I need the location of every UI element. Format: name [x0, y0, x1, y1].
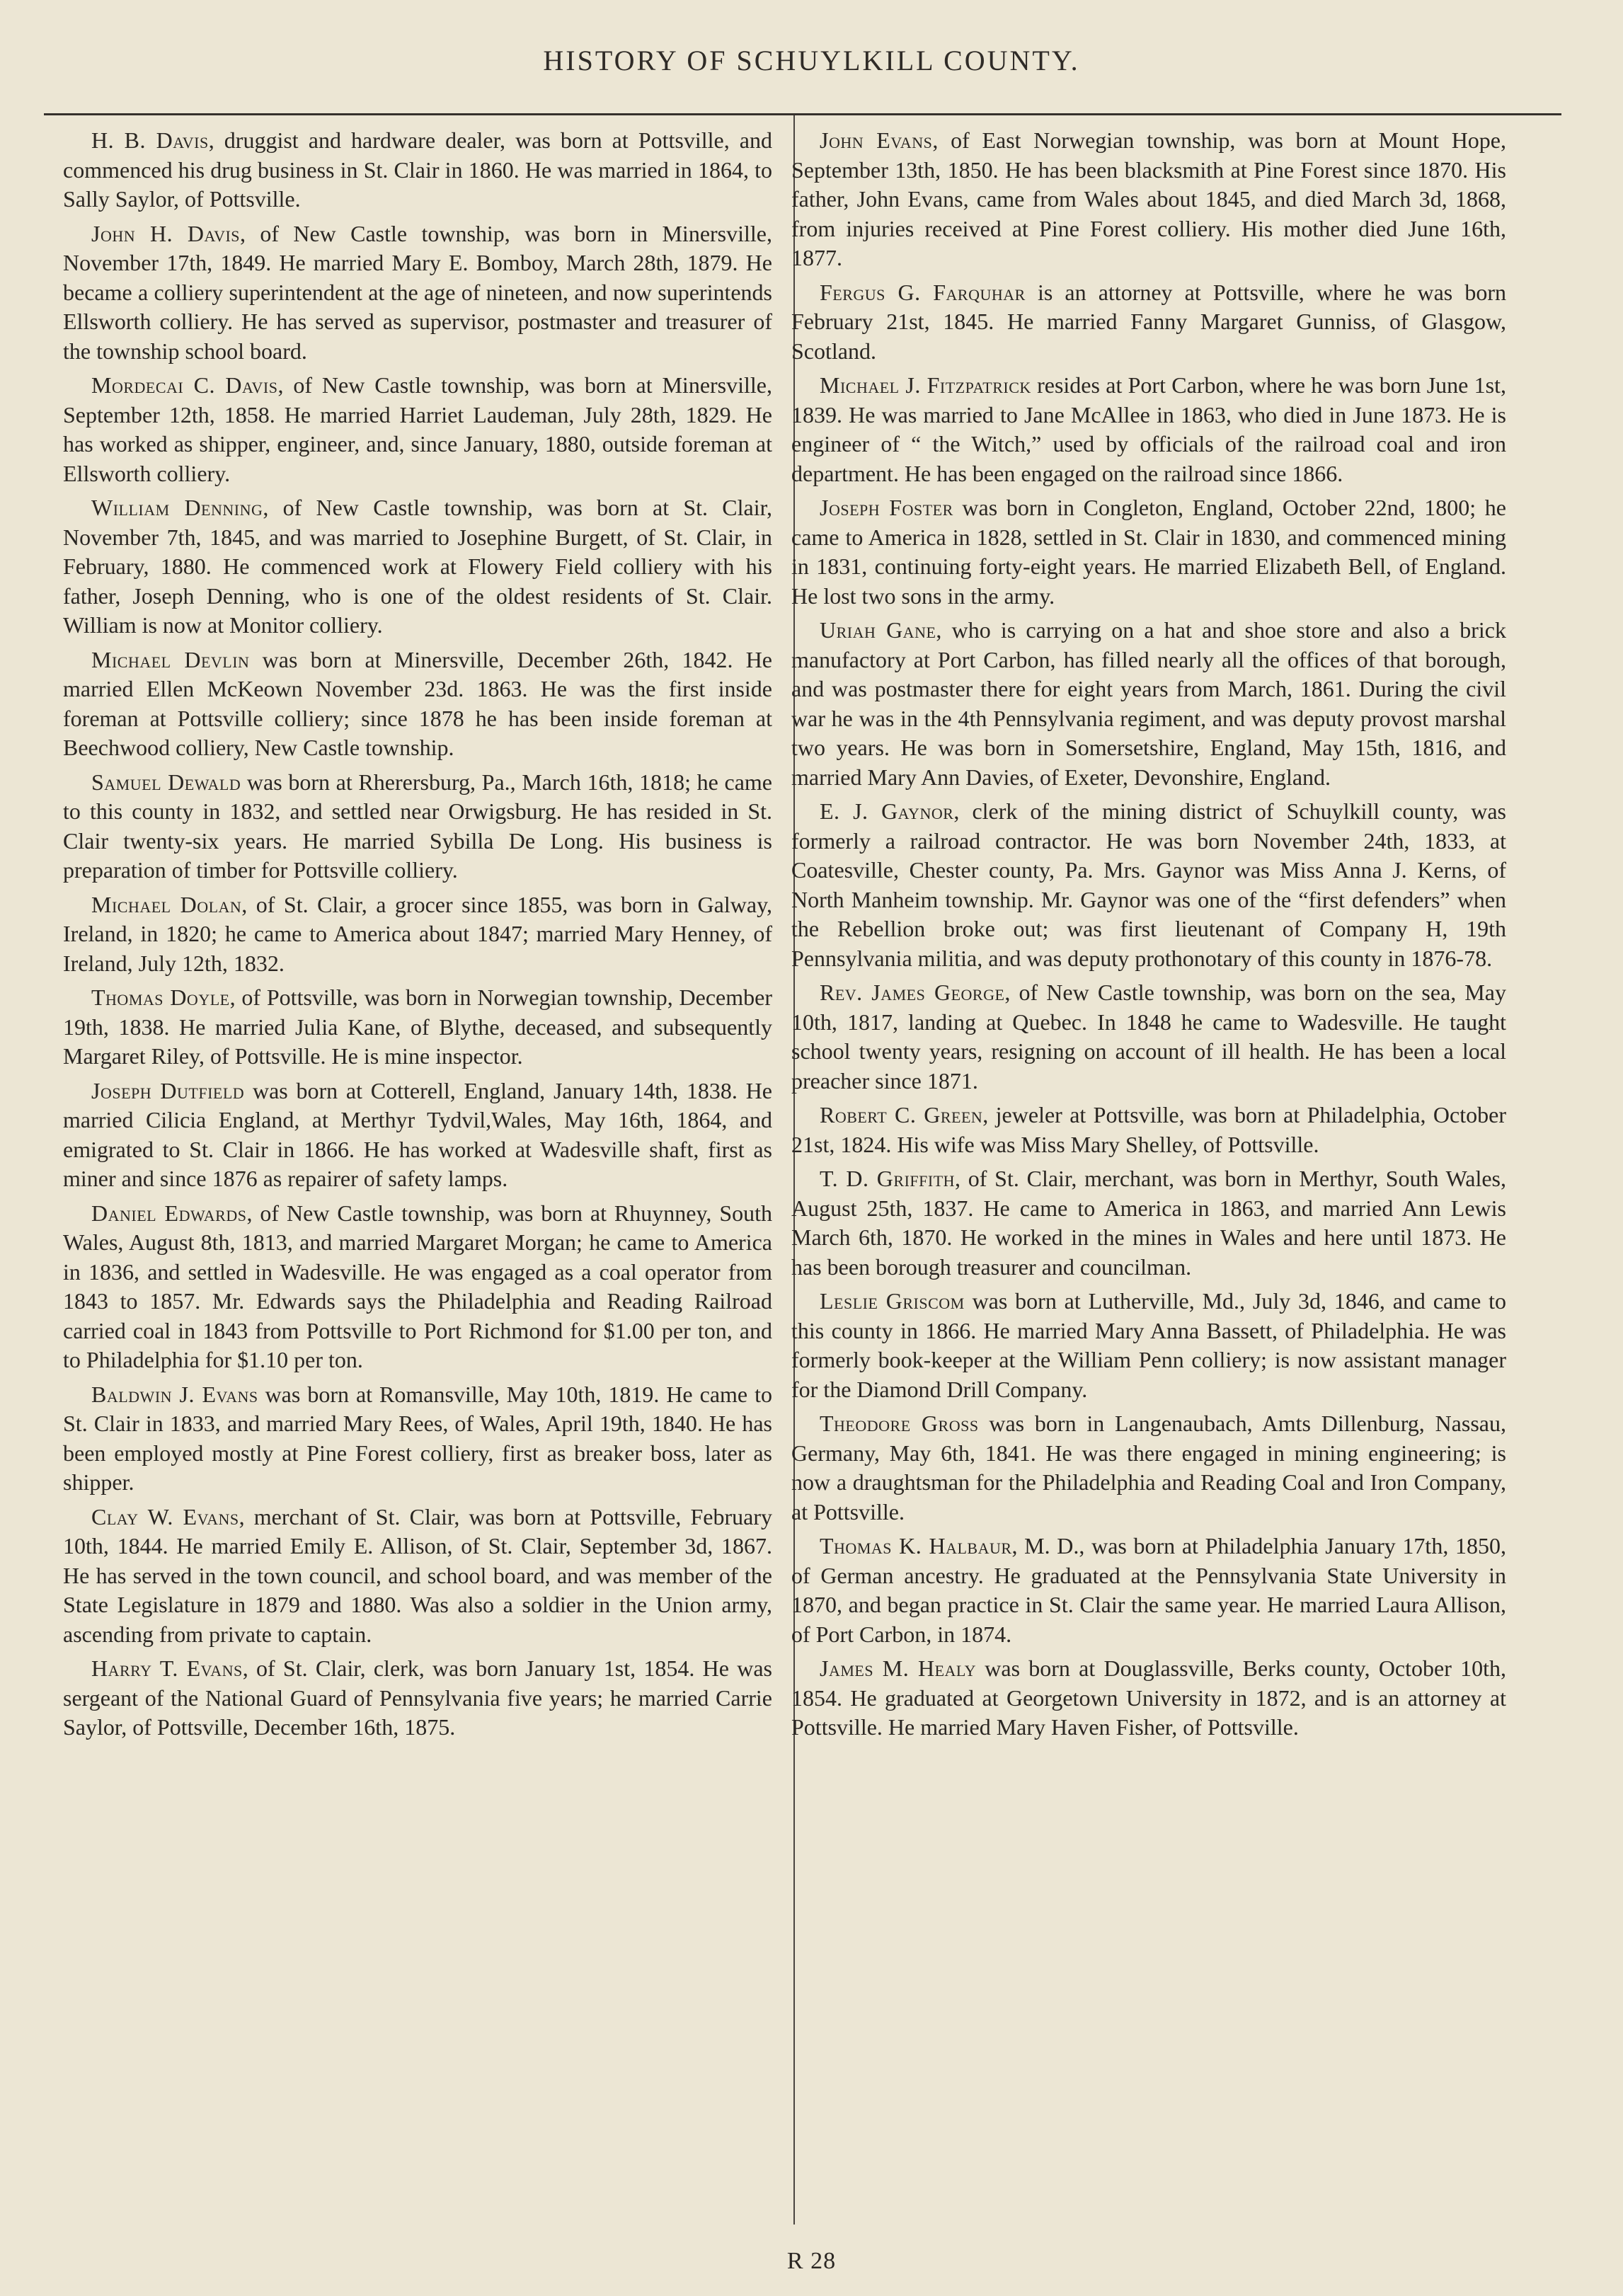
entry-name: Joseph Dutfield — [91, 1077, 245, 1103]
entry-text: , of New Castle township, was born in Minersville, November 17th, 1849. He married Mary E. Bomboy, March 28th, 1879. He became a colliery superintendent at the age of nineteen, and now superintends Ellsworth colliery. He has served as supervisor, postmaster and treasurer of the township school board. — [63, 220, 773, 364]
entry-text: was born at Lutherville, Md., July 3d, 1846, and came to this county in 1866. He married Mary Anna Bassett, of Philadelphia. He was formerly book-keeper at the William Penn colliery; is now assistant manager for the Diamond Drill Company. — [791, 1288, 1506, 1402]
entry-name: Mordecai C. Davis — [91, 372, 278, 398]
left-column — [63, 126, 772, 1747]
biography-entry — [63, 1380, 772, 1498]
entry-name: H. B. Davis — [91, 127, 209, 153]
entry-text: was born in Congleton, England, October 22nd, 1800; he came to America in 1828, settled in St. Clair in 1830, and commenced mining in 1831, continuing forty-eight years. He married Elizabeth Bell, of England. He lost two sons in the army. — [791, 495, 1507, 609]
entry-name: Thomas K. Halbaur — [820, 1533, 1012, 1559]
biography-entry — [791, 1532, 1506, 1649]
biography-entry — [791, 797, 1506, 973]
biography-entry — [63, 219, 772, 367]
biography-entry — [63, 983, 772, 1072]
biography-entry — [63, 645, 772, 763]
entry-name: Harry T. Evans — [91, 1655, 243, 1681]
entry-text: is an attorney at Pottsville, where he was born February 21st, 1845. He married Fanny Margaret Gunniss, of Glasgow, Scotland. — [791, 279, 1507, 364]
entry-text: , who is carrying on a hat and shoe store and also a brick manufactory at Port Carbon, has filled nearly all the offices of that borough, and was postmaster there for eight years from March, 1861. During the civil war he was in the 4th Pennsylvania regiment, and was deputy provost marshal two years. He was born in Somersetshire, England, May 15th, 1816, and married Mary Ann Davies, of Exeter, Devonshire, England. — [791, 617, 1506, 790]
biography-entry — [791, 1654, 1506, 1743]
entry-name: James M. Healy — [820, 1655, 977, 1681]
entry-name: Uriah Gane — [820, 617, 936, 643]
entry-text: , of East Norwegian township, was born at Mount Hope, September 13th, 1850. He has been blacksmith at Pine Forest since 1870. His father, John Evans, came from Wales about 1845, and died March 3d, 1868, from injuries received at Pine Forest colliery. His mother died June 16th, 1877. — [791, 127, 1507, 270]
biography-entry — [791, 978, 1506, 1096]
entry-text: , of St. Clair, a grocer since 1855, was born in Galway, Ireland, in 1820; he came to America about 1847; married Mary Henney, of Ireland, July 12th, 1832. — [63, 891, 772, 976]
entry-name: Theodore Gross — [820, 1411, 979, 1436]
biography-entry — [63, 1503, 772, 1650]
entry-name: Michael J. Fitzpatrick — [820, 372, 1031, 398]
entry-name: Fergus G. Farquhar — [820, 279, 1026, 305]
entry-name: Rev. James George — [820, 980, 1005, 1005]
entry-name: Leslie Griscom — [820, 1288, 965, 1314]
biography-entry — [63, 371, 772, 488]
entry-name: Thomas Doyle — [91, 985, 230, 1010]
biography-entry — [63, 890, 772, 979]
entry-text: was born at Minersville, December 26th, 1842. He married Ellen McKeown November 23d. 1863. He was the first inside foreman at Pottsville colliery; since 1878 he has been inside foreman at Beechwood colliery, New Castle township. — [63, 646, 773, 760]
entry-text: , M. D., was born at Philadelphia January 17th, 1850, of German ancestry. He graduated at the Pennsylvania State University in 1870, and began practice in St. Clair the same year. He married Laura Allison, of Port Carbon, in 1874. — [791, 1533, 1506, 1647]
entry-text: , of New Castle township, was born at Minersville, September 12th, 1858. He married Harriet Laudeman, July 28th, 1829. He has worked as shipper, engineer, and, since January, 1880, outside foreman at Ellsworth colliery. — [63, 372, 773, 486]
entry-text: , of New Castle township, was born at St. Clair, November 7th, 1845, and was married to Josephine Burgett, of St. Clair, in February, 1880. He commenced work at Flowery Field colliery with his father, Joseph Denning, who is one of the oldest residents of St. Clair. William is now at Monitor colliery. — [63, 495, 773, 638]
biography-entry — [791, 278, 1506, 367]
entry-text: resides at Port Carbon, where he was born June 1st, 1839. He was married to Jane McAllee in 1863, who died in June 1873. He is engineer of “ the Witch,” used by officials of the railroad coal and iron department. He has been engaged on the railroad since 1866. — [791, 372, 1506, 486]
entry-text: was born at Cotterell, England, January 14th, 1838. He married Cilicia England, at Merthyr Tydvil,Wales, May 16th, 1864, and emigrated to St. Clair in 1866. He has worked at Wadesville shaft, first as miner and since 1876 as repairer of safety lamps. — [63, 1077, 773, 1191]
entry-text: , of New Castle township, was born on the sea, May 10th, 1817, landing at Quebec. In 1848 he came to Wadesville. He taught school twenty years, resigning on account of ill health. He has been a local preacher since 1871. — [791, 980, 1507, 1094]
entry-name: William Denning — [91, 495, 263, 520]
biography-entry — [63, 1199, 772, 1375]
entry-text: , of New Castle township, was born at Rhuynney, South Wales, August 8th, 1813, and married Margaret Morgan; he came to America in 1836, and settled in Wadesville. He was engaged as a coal operator from 1843 to 1857. Mr. Edwards says the Philadelphia and Reading Railroad carried coal in 1843 from Pottsville to Port Richmond for $1.00 per ton, and to Philadelphia for $1.10 per ton. — [63, 1200, 772, 1372]
entry-name: Robert C. Green — [820, 1102, 983, 1127]
biography-entry — [63, 126, 772, 214]
biography-entry — [63, 493, 772, 641]
entry-text: was born at Romansville, May 10th, 1819. He came to St. Clair in 1833, and married Mary Rees, of Wales, April 19th, 1840. He has been employed mostly at Pine Forest colliery, first as breaker boss, later as shipper. — [63, 1381, 772, 1495]
entry-text: was born in Langenaubach, Amts Dillenburg, Nassau, Germany, May 6th, 1841. He was there engaged in mining engineering; is now a draughtsman for the Philadelphia and Reading Coal and Iron Company, at Pottsville. — [791, 1411, 1506, 1525]
entry-name: Clay W. Evans — [91, 1503, 239, 1529]
entry-text: , druggist and hardware dealer, was born at Pottsville, and commenced his drug business in St. Clair in 1860. He was married in 1864, to Sally Saylor, of Pottsville. — [63, 127, 772, 212]
entry-text: was born at Rherersburg, Pa., March 16th, 1818; he came to this county in 1832, and settled near Orwigsburg. He has resided in St. Clair twenty-six years. He married Sybilla De Long. His business is preparation of timber for Pottsville colliery. — [63, 769, 772, 883]
biography-entry — [791, 1164, 1506, 1282]
biography-entry — [63, 1077, 772, 1194]
entry-name: Baldwin J. Evans — [91, 1381, 258, 1407]
entry-text: was born at Douglassville, Berks county, October 10th, 1854. He graduated at Georgetown University in 1872, and is an attorney at Pottsville. He married Mary Haven Fisher, of Pottsville. — [791, 1655, 1506, 1740]
biography-entry — [791, 493, 1506, 611]
entry-name: T. D. Griffith — [820, 1166, 956, 1191]
entry-name: Samuel Dewald — [91, 769, 241, 795]
entry-text: , clerk of the mining district of Schuylkill county, was formerly a railroad contractor. He was born November 24th, 1833, at Coatesville, Chester county, Pa. Mrs. Gaynor was Miss Anna J. Kerns, of North Manheim township. Mr. Gaynor was one of the “first defenders” when the Rebellion broke out; was first lieutenant of Company H, 19th Pennsylvania militia, and was deputy prothonotary of this county in 1876-78. — [791, 798, 1507, 971]
entry-name: Michael Devlin — [91, 646, 250, 672]
biography-entry — [791, 1287, 1506, 1404]
biography-entry — [63, 768, 772, 885]
biography-entry — [791, 126, 1506, 273]
entry-name: E. J. Gaynor — [820, 798, 954, 824]
entry-name: Michael Dolan — [91, 891, 242, 917]
biography-entry — [63, 1654, 772, 1743]
biography-entry — [791, 1409, 1506, 1527]
entry-text: , of St. Clair, merchant, was born in Merthyr, South Wales, August 25th, 1837. He came to America in 1863, and married Ann Lewis March 6th, 1870. He worked in the mines in Wales and here until 1873. He has been borough treasurer and councilman. — [791, 1166, 1506, 1280]
entry-name: Daniel Edwards — [91, 1200, 247, 1226]
page-signature: R 28 — [786, 2248, 837, 2274]
biography-entry — [791, 616, 1506, 792]
entry-text: , of St. Clair, clerk, was born January 1st, 1854. He was sergeant of the National Guard of Pennsylvania five years; he married Carrie Saylor, of Pottsville, December 16th, 1875. — [63, 1655, 772, 1740]
entry-text: , jeweler at Pottsville, was born at Philadelphia, October 21st, 1824. His wife was Miss Mary Shelley, of Pottsville. — [791, 1102, 1506, 1157]
header-rule — [44, 113, 1561, 115]
entry-text: , merchant of St. Clair, was born at Pottsville, February 10th, 1844. He married Emily E. Allison, of St. Clair, September 3d, 1867. He has served in the town council, and school board, and was member of the State Legislature in 1879 and 1880. Was also a soldier in the Union army, ascending from private to captain. — [63, 1503, 773, 1647]
right-column — [791, 126, 1506, 1747]
biography-entry — [791, 1101, 1506, 1159]
entry-name: Joseph Foster — [820, 495, 953, 520]
entry-text: , of Pottsville, was born in Norwegian township, December 19th, 1838. He married Julia Kane, of Blythe, deceased, and subsequently Margaret Riley, of Pottsville. He is mine inspector. — [63, 985, 772, 1069]
entry-name: John Evans — [820, 127, 933, 153]
biography-entry — [791, 371, 1506, 488]
page-header: HISTORY OF SCHUYLKILL COUNTY. — [543, 45, 1080, 76]
entry-name: John H. Davis — [91, 220, 241, 246]
